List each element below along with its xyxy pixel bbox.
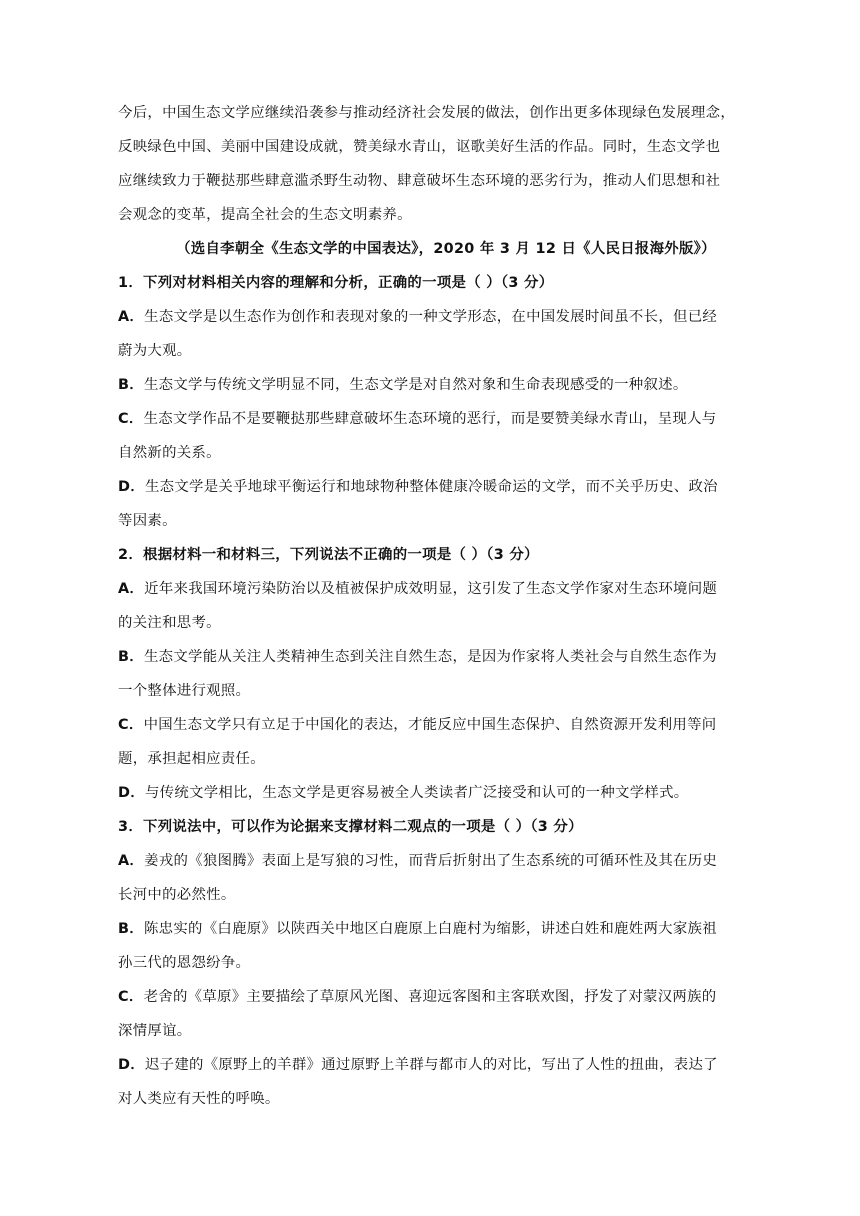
intro-line: 反映绿色中国、美丽中国建设成就，赞美绿水青山，讴歌美好生活的作品。同时，生态文学也: [118, 139, 721, 155]
option-letter: C．: [118, 989, 144, 1005]
question-3: [118, 810, 744, 1116]
option-text: 近年来我国环境污染防治以及植被保护成效明显，这引发了生态文学作家对生态环境问题: [144, 581, 718, 597]
option-text: 对人类应有天性的呼唤。: [118, 1091, 280, 1107]
intro-paragraph: [118, 96, 744, 232]
option-text: 迟子建的《原野上的羊群》通过原野上羊群与都市人的对比，写出了人性的扭曲，表达了: [144, 1057, 718, 1073]
source-citation: （选自李朝全《生态文学的中国表达》，2020 年 3 月 12 日《人民日报海外版》）: [176, 241, 716, 257]
option-text: 生态文学是以生态作为创作和表现对象的一种文学形态，在中国发展时间虽不长，但已经: [144, 309, 718, 325]
option-text: 生态文学作品不是要鞭挞那些肆意破坏生态环境的恶行，而是要赞美绿水青山，呈现人与: [143, 411, 717, 427]
question-stem: 3．下列说法中，可以作为论据来支撑材料二观点的一项是（ ）（3 分）: [118, 819, 583, 835]
document-page: [118, 96, 744, 1116]
option-text: 陈忠实的《白鹿原》以陕西关中地区白鹿原上白鹿村为缩影，讲述白姓和鹿姓两大家族祖: [143, 921, 717, 937]
option-text: 姜戎的《狼图腾》表面上是写狼的习性，而背后折射出了生态系统的可循环性及其在历史: [144, 853, 718, 869]
option-text: 生态文学能从关注人类精神生态到关注自然生态，是因为作家将人类社会与自然生态作为: [143, 649, 717, 665]
intro-line: 应继续致力于鞭挞那些肆意滥杀野生动物、肆意破坏生态环境的恶劣行为，推动人们思想和社: [118, 173, 721, 189]
option-letter: B．: [118, 921, 144, 937]
question-1: [118, 266, 744, 538]
option-letter: C．: [118, 411, 144, 427]
option-text: 长河中的必然性。: [118, 887, 236, 903]
option-letter: A．: [118, 309, 145, 325]
option-text: 孙三代的恩怨纷争。: [118, 955, 251, 971]
option-text: 中国生态文学只有立足于中国化的表达，才能反应中国生态保护、自然资源开发利用等问: [143, 717, 717, 733]
intro-line: 会观念的变革，提高全社会的生态文明素养。: [118, 207, 412, 223]
option-text: 自然新的关系。: [118, 445, 221, 461]
option-text: 与传统文学相比，生态文学是更容易被全人类读者广泛接受和认可的一种文学样式。: [144, 785, 689, 801]
question-stem: 2．根据材料一和材料三，下列说法不正确的一项是（ ）（3 分）: [118, 547, 539, 563]
option-letter: D．: [118, 785, 145, 801]
option-text: 等因素。: [118, 513, 177, 529]
intro-line: 今后，中国生态文学应继续沿袭参与推动经济社会发展的做法，创作出更多体现绿色发展理念，: [118, 105, 736, 121]
option-text: 生态文学与传统文学明显不同，生态文学是对自然对象和生命表现感受的一种叙述。: [143, 377, 688, 393]
question-2: [118, 538, 744, 810]
option-letter: B．: [118, 377, 144, 393]
option-text: 老舍的《草原》主要描绘了草原风光图、喜迎远客图和主客联欢图，抒发了对蒙汉两族的: [143, 989, 717, 1005]
option-text: 的关注和思考。: [118, 615, 221, 631]
option-text: 生态文学是关乎地球平衡运行和地球物种整体健康冷暖命运的文学，而不关乎历史、政治: [144, 479, 718, 495]
option-letter: D．: [118, 479, 145, 495]
option-letter: C．: [118, 717, 144, 733]
question-stem: 1．下列对材料相关内容的理解和分析，正确的一项是（ ）（3 分）: [118, 275, 554, 291]
option-letter: B．: [118, 649, 144, 665]
option-letter: A．: [118, 853, 145, 869]
option-letter: D．: [118, 1057, 145, 1073]
option-text: 蔚为大观。: [118, 343, 192, 359]
option-text: 一个整体进行观照。: [118, 683, 251, 699]
option-text: 深情厚谊。: [118, 1023, 192, 1039]
option-letter: A．: [118, 581, 145, 597]
option-text: 题，承担起相应责任。: [118, 751, 265, 767]
